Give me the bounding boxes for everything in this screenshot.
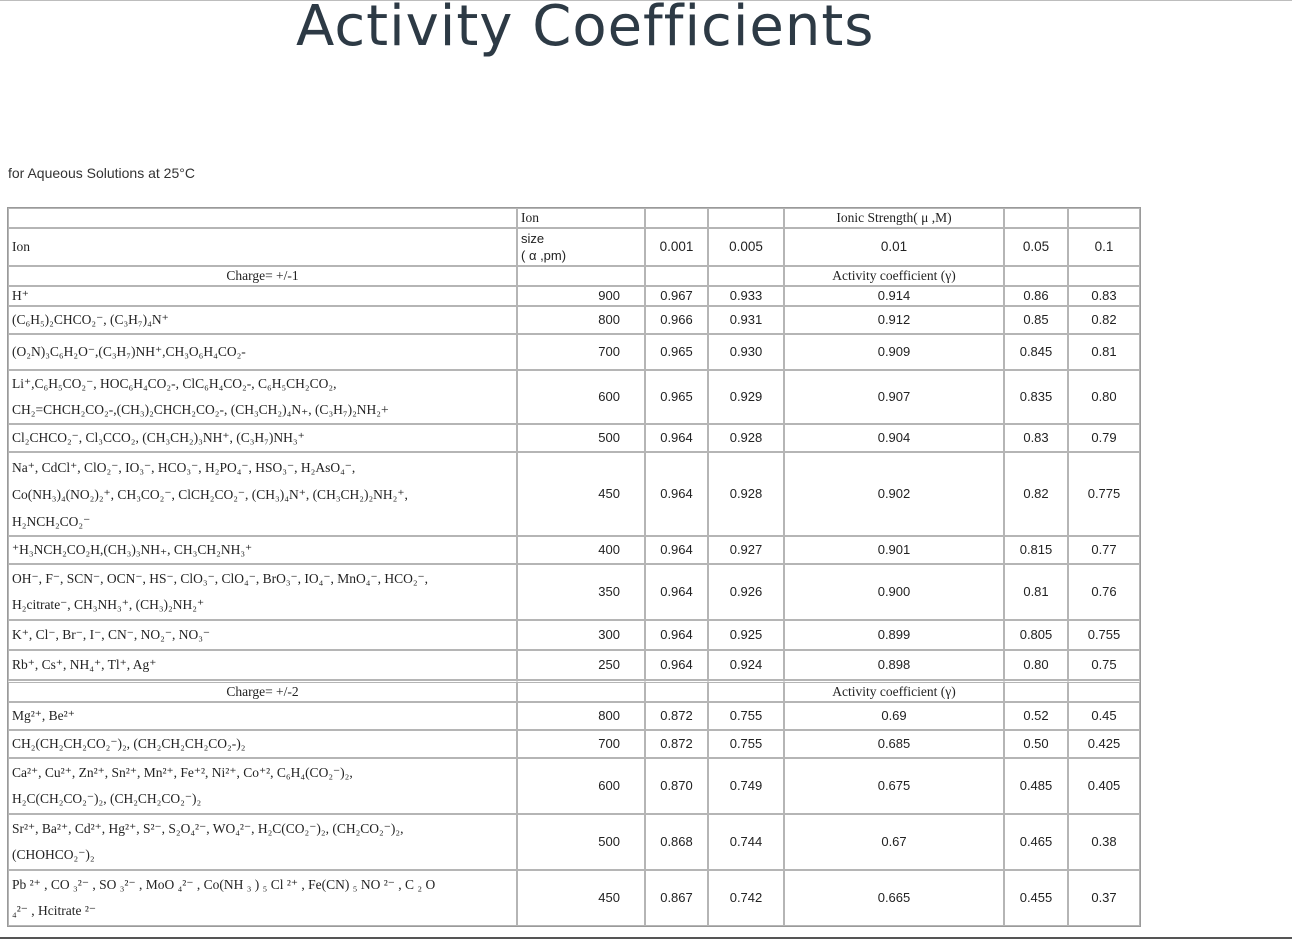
- coefficient-cell: 0.930: [708, 334, 784, 370]
- table-row: [8, 870, 1140, 926]
- coefficient-cell: 0.69: [784, 702, 1004, 730]
- coefficient-cell: 0.902: [784, 452, 1004, 536]
- header-row-conc: [8, 228, 1140, 266]
- ion-size-cell: 500: [517, 424, 645, 452]
- table-row: [8, 306, 1140, 334]
- table-row: [8, 620, 1140, 650]
- header-blank: [8, 208, 517, 228]
- coefficient-cell: 0.75: [1068, 650, 1140, 680]
- page-title: Activity Coefficients: [296, 0, 875, 59]
- blank-cell: [517, 266, 645, 286]
- ion-text: (O₂N)₃C₆H₂O⁻,(C₃H₇)NH⁺,CH₃O₆H₄CO₂-: [12, 344, 246, 359]
- ion-size-cell: 450: [517, 452, 645, 536]
- coefficient-cell: 0.755: [708, 702, 784, 730]
- header-ionic-strength: Ionic Strength( μ ,M): [784, 208, 1004, 228]
- activity-coefficients-table: [7, 207, 1141, 927]
- coefficient-cell: 0.964: [645, 650, 708, 680]
- coefficient-cell: 0.868: [645, 814, 708, 870]
- coefficient-cell: 0.931: [708, 306, 784, 334]
- header-size-top: Ion: [517, 208, 645, 228]
- ion-size-cell: 700: [517, 730, 645, 758]
- coefficient-cell: 0.901: [784, 536, 1004, 564]
- ion-text: ⁺H₃NCH₂CO₂H,(CH₃)₃NH₊, CH₃CH₂NH₃⁺: [12, 542, 253, 557]
- ion-cell: [8, 452, 517, 536]
- blank-cell: [1004, 266, 1068, 286]
- coefficient-cell: 0.83: [1004, 424, 1068, 452]
- coefficient-cell: 0.80: [1068, 370, 1140, 424]
- header-blank: [645, 208, 708, 228]
- coefficient-cell: 0.52: [1004, 702, 1068, 730]
- coefficient-cell: 0.455: [1004, 870, 1068, 926]
- table-row: [8, 334, 1140, 370]
- ion-text: K⁺, Cl⁻, Br⁻, I⁻, CN⁻, NO₂⁻, NO₃⁻: [12, 627, 211, 642]
- ion-size-cell: 700: [517, 334, 645, 370]
- coefficient-cell: 0.914: [784, 286, 1004, 306]
- blank-cell: [645, 680, 708, 702]
- coefficient-cell: 0.909: [784, 334, 1004, 370]
- coefficient-cell: 0.928: [708, 452, 784, 536]
- coefficient-cell: 0.872: [645, 702, 708, 730]
- ion-cell: [8, 424, 517, 452]
- coefficient-cell: 0.50: [1004, 730, 1068, 758]
- coefficient-cell: 0.927: [708, 536, 784, 564]
- ion-text: Sr²⁺, Ba²⁺, Cd²⁺, Hg²⁺, S²⁻, S₂O₄²⁻, WO₄²⁻, H₂C(CO₂⁻)₂, (CH₂CO₂⁻)₂,: [12, 821, 404, 836]
- ion-text: Cl₂CHCO₂⁻, Cl₃CCO₂, (CH₃CH₂)₃NH⁺, (C₃H₇)NH₃⁺: [12, 430, 305, 445]
- conc-header: 0.001: [645, 228, 708, 266]
- coefficient-cell: 0.85: [1004, 306, 1068, 334]
- coefficient-cell: 0.82: [1004, 452, 1068, 536]
- coefficient-cell: 0.925: [708, 620, 784, 650]
- table-row: [8, 564, 1140, 620]
- header-blank: [1068, 208, 1140, 228]
- charge-row: [8, 266, 1140, 286]
- coefficient-cell: 0.742: [708, 870, 784, 926]
- coefficient-cell: 0.912: [784, 306, 1004, 334]
- coefficient-cell: 0.465: [1004, 814, 1068, 870]
- coefficient-cell: 0.899: [784, 620, 1004, 650]
- ion-cell: [8, 306, 517, 334]
- header-size-mid: size: [521, 231, 545, 246]
- ion-text: H⁺: [12, 288, 29, 303]
- conc-header: 0.005: [708, 228, 784, 266]
- coefficient-cell: 0.964: [645, 620, 708, 650]
- ion-cell: [8, 758, 517, 814]
- header-blank: [708, 208, 784, 228]
- coefficient-cell: 0.805: [1004, 620, 1068, 650]
- coefficient-cell: 0.815: [1004, 536, 1068, 564]
- header-size-unit: [517, 228, 645, 266]
- conc-header: 0.1: [1068, 228, 1140, 266]
- ion-text: Co(NH₃)₄(NO₂)₂⁺, CH₃CO₂⁻, ClCH₂CO₂⁻, (CH₃)₄N⁺, (CH₃CH₂)₂NH₂⁺,: [12, 486, 408, 502]
- coefficient-cell: 0.744: [708, 814, 784, 870]
- ion-size-cell: 300: [517, 620, 645, 650]
- ion-cell: [8, 334, 517, 370]
- charge-row: [8, 680, 1140, 702]
- ion-text: CH₂=CHCH₂CO₂-,(CH₃)₂CHCH₂CO₂-, (CH₃CH₂)₄N₊, (C₃H₇)₂NH₂+: [12, 402, 389, 417]
- ion-cell: [8, 730, 517, 758]
- ion-text: (CHOHCO₂⁻)₂: [12, 847, 95, 862]
- table-row: [8, 814, 1140, 870]
- coefficient-cell: 0.964: [645, 452, 708, 536]
- ion-cell: [8, 620, 517, 650]
- coefficient-cell: 0.77: [1068, 536, 1140, 564]
- coefficient-cell: 0.867: [645, 870, 708, 926]
- ion-text: Na⁺, CdCl⁺, ClO₂⁻, IO₃⁻, HCO₃⁻, H₂PO₄⁻, HSO₃⁻, H₂AsO₄⁻,: [12, 459, 356, 475]
- coefficient-cell: 0.82: [1068, 306, 1140, 334]
- table-body: [8, 208, 1140, 926]
- ion-cell: [8, 286, 517, 306]
- coefficient-cell: 0.80: [1004, 650, 1068, 680]
- coefficient-cell: 0.965: [645, 370, 708, 424]
- header-ion: Ion: [8, 228, 517, 266]
- ion-text: H₂citrate⁻, CH₃NH₃⁺, (CH₃)₂NH₂⁺: [12, 597, 205, 612]
- coefficient-cell: 0.45: [1068, 702, 1140, 730]
- ion-size-cell: 800: [517, 702, 645, 730]
- ion-size-cell: 450: [517, 870, 645, 926]
- ion-text: Rb⁺, Cs⁺, NH₄⁺, Tl⁺, Ag⁺: [12, 657, 157, 672]
- ion-cell: [8, 370, 517, 424]
- coefficient-cell: 0.405: [1068, 758, 1140, 814]
- coefficient-label: Activity coefficient (γ): [784, 680, 1004, 702]
- coefficient-cell: 0.870: [645, 758, 708, 814]
- coefficient-label: Activity coefficient (γ): [784, 266, 1004, 286]
- blank-cell: [708, 266, 784, 286]
- table-row: [8, 730, 1140, 758]
- table-row: [8, 536, 1140, 564]
- coefficient-cell: 0.675: [784, 758, 1004, 814]
- ion-text: Pb ²⁺ , CO ₃²⁻ , SO ₃²⁻ , MoO ₄²⁻ , Co(NH ₃ ) ₅ Cl ²⁺ , Fe(CN) ₅ NO ²⁻ , C ₂ O: [12, 877, 436, 892]
- blank-cell: [517, 680, 645, 702]
- coefficient-cell: 0.845: [1004, 334, 1068, 370]
- ion-text: Li⁺,C₆H₅CO₂⁻, HOC₆H₄CO₂-, ClC₆H₄CO₂-, C₆H₅CH₂CO₂,: [12, 376, 337, 391]
- coefficient-cell: 0.928: [708, 424, 784, 452]
- ion-text: Mg²⁺, Be²⁺: [12, 708, 75, 723]
- coefficient-cell: 0.964: [645, 564, 708, 620]
- coefficient-cell: 0.749: [708, 758, 784, 814]
- coefficient-cell: 0.898: [784, 650, 1004, 680]
- ion-size-cell: 600: [517, 758, 645, 814]
- coefficient-cell: 0.755: [1068, 620, 1140, 650]
- ion-size-cell: 600: [517, 370, 645, 424]
- blank-cell: [645, 266, 708, 286]
- table-row: [8, 650, 1140, 680]
- ion-size-cell: 400: [517, 536, 645, 564]
- coefficient-cell: 0.967: [645, 286, 708, 306]
- table-row: [8, 452, 1140, 536]
- ion-text: Ca²⁺, Cu²⁺, Zn²⁺, Sn²⁺, Mn²⁺, Fe⁺², Ni²⁺, Co⁺², C₆H₄(CO₂⁻)₂,: [12, 765, 353, 780]
- table-row: [8, 370, 1140, 424]
- ion-cell: [8, 650, 517, 680]
- table-row: [8, 702, 1140, 730]
- coefficient-cell: 0.929: [708, 370, 784, 424]
- ion-cell: [8, 702, 517, 730]
- blank-cell: [1068, 680, 1140, 702]
- coefficient-cell: 0.67: [784, 814, 1004, 870]
- charge-label: Charge= +/-1: [8, 266, 517, 286]
- blank-cell: [1004, 680, 1068, 702]
- coefficient-cell: 0.425: [1068, 730, 1140, 758]
- table-row: [8, 758, 1140, 814]
- coefficient-cell: 0.775: [1068, 452, 1140, 536]
- ion-cell: [8, 814, 517, 870]
- ion-text: H₂NCH₂CO₂⁻: [12, 513, 91, 529]
- table-row: [8, 424, 1140, 452]
- coefficient-cell: 0.665: [784, 870, 1004, 926]
- coefficient-cell: 0.872: [645, 730, 708, 758]
- coefficient-cell: 0.81: [1068, 334, 1140, 370]
- coefficient-cell: 0.835: [1004, 370, 1068, 424]
- coefficient-cell: 0.965: [645, 334, 708, 370]
- ion-text: H₂C(CH₂CO₂⁻)₂, (CH₂CH₂CO₂⁻)₂: [12, 791, 202, 806]
- coefficient-cell: 0.485: [1004, 758, 1068, 814]
- coefficient-cell: 0.38: [1068, 814, 1140, 870]
- page-subtitle: for Aqueous Solutions at 25°C: [8, 165, 195, 181]
- coefficient-cell: 0.900: [784, 564, 1004, 620]
- coefficient-cell: 0.76: [1068, 564, 1140, 620]
- ion-text: ₄²⁻ , Hcitrate ²⁻: [12, 903, 97, 918]
- ion-cell: [8, 870, 517, 926]
- blank-cell: [708, 680, 784, 702]
- header-blank: [1004, 208, 1068, 228]
- coefficient-cell: 0.964: [645, 536, 708, 564]
- ion-text: CH₂(CH₂CH₂CO₂⁻)₂, (CH₂CH₂CH₂CO₂-)₂: [12, 736, 246, 751]
- ion-size-cell: 900: [517, 286, 645, 306]
- conc-header: 0.05: [1004, 228, 1068, 266]
- header-row-top: [8, 208, 1140, 228]
- coefficient-cell: 0.81: [1004, 564, 1068, 620]
- coefficient-cell: 0.37: [1068, 870, 1140, 926]
- blank-cell: [1068, 266, 1140, 286]
- charge-label: Charge= +/-2: [8, 680, 517, 702]
- coefficient-cell: 0.924: [708, 650, 784, 680]
- coefficient-cell: 0.926: [708, 564, 784, 620]
- header-size-bot: ( α ,pm): [521, 248, 567, 263]
- ion-size-cell: 250: [517, 650, 645, 680]
- coefficient-cell: 0.964: [645, 424, 708, 452]
- ion-text: (C₆H₅)₂CHCO₂⁻, (C₃H₇)₄N⁺: [12, 312, 169, 327]
- coefficient-cell: 0.907: [784, 370, 1004, 424]
- table-row: [8, 286, 1140, 306]
- coefficient-cell: 0.933: [708, 286, 784, 306]
- conc-header: 0.01: [784, 228, 1004, 266]
- coefficient-cell: 0.79: [1068, 424, 1140, 452]
- coefficient-cell: 0.86: [1004, 286, 1068, 306]
- ion-cell: [8, 536, 517, 564]
- coefficient-cell: 0.966: [645, 306, 708, 334]
- ion-size-cell: 500: [517, 814, 645, 870]
- ion-size-cell: 800: [517, 306, 645, 334]
- ion-cell: [8, 564, 517, 620]
- ion-text: OH⁻, F⁻, SCN⁻, OCN⁻, HS⁻, ClO₃⁻, ClO₄⁻, BrO₃⁻, IO₄⁻, MnO₄⁻, HCO₂⁻,: [12, 571, 429, 586]
- coefficient-cell: 0.685: [784, 730, 1004, 758]
- coefficient-cell: 0.755: [708, 730, 784, 758]
- ion-size-cell: 350: [517, 564, 645, 620]
- coefficient-cell: 0.83: [1068, 286, 1140, 306]
- coefficient-cell: 0.904: [784, 424, 1004, 452]
